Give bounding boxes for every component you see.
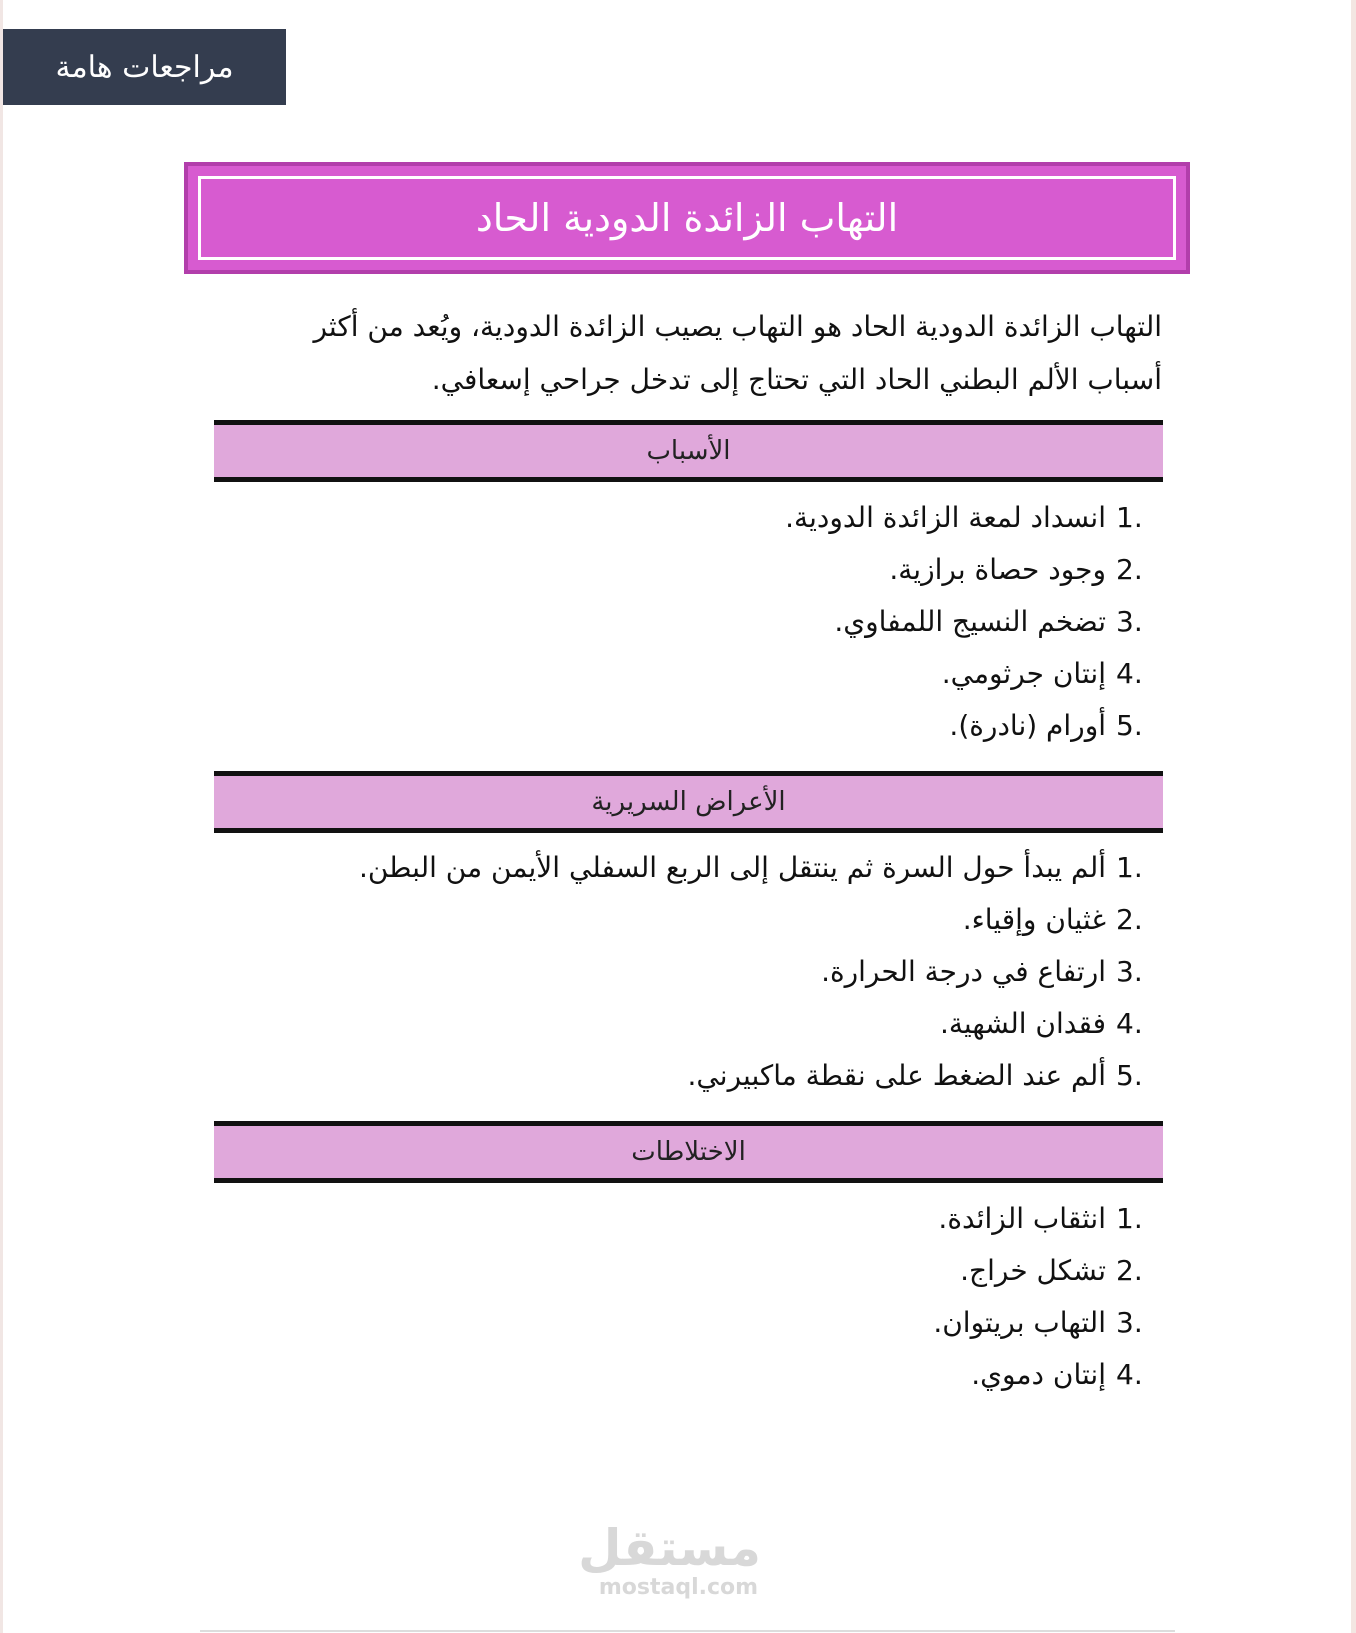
page-edge-right <box>1351 0 1356 1633</box>
item-text: ألم يبدأ حول السرة ثم ينتقل إلى الربع السفلي الأيمن من البطن. <box>358 850 1106 884</box>
list-item <box>214 1348 1158 1400</box>
list-item <box>214 491 1158 543</box>
item-number: 4. <box>1116 1006 1143 1040</box>
item-number: 3. <box>1116 604 1143 638</box>
page-edge-left <box>0 0 3 1633</box>
list-item <box>214 945 1158 997</box>
list-item <box>214 1049 1158 1101</box>
corner-tag: مراجعات هامة <box>3 29 286 105</box>
item-text: تشكل خراج. <box>960 1253 1106 1287</box>
item-text: التهاب بريتوان. <box>933 1305 1106 1339</box>
item-text: إنتان جرثومي. <box>941 656 1106 690</box>
watermark-arabic: مستقل <box>578 1519 761 1577</box>
symptoms-list <box>214 841 1158 1101</box>
list-item <box>214 1192 1158 1244</box>
item-number: 2. <box>1116 1253 1143 1287</box>
list-item <box>214 893 1158 945</box>
list-item <box>214 1244 1158 1296</box>
item-number: 3. <box>1116 954 1143 988</box>
item-text: إنتان دموي. <box>971 1357 1106 1391</box>
item-number: 4. <box>1116 656 1143 690</box>
item-text: غثيان وإقياء. <box>962 902 1106 936</box>
section-header-complications: الاختلاطات <box>214 1121 1163 1183</box>
list-item <box>214 997 1158 1049</box>
item-text: انسداد لمعة الزائدة الدودية. <box>785 500 1106 534</box>
list-item <box>214 647 1158 699</box>
item-number: 1. <box>1116 500 1143 534</box>
title-banner <box>184 162 1190 274</box>
item-text: فقدان الشهية. <box>939 1006 1106 1040</box>
intro-paragraph: التهاب الزائدة الدودية الحاد هو التهاب يصيب الزائدة الدودية، ويُعد من أكثر أسباب الألم البطني الحاد التي تحتاج إلى تدخل جراحي إسعافي. <box>313 310 1162 396</box>
list-item <box>214 699 1158 751</box>
watermark-logo <box>578 1519 761 1600</box>
section-header-symptoms: الأعراض السريرية <box>214 771 1163 833</box>
list-item <box>214 595 1158 647</box>
bottom-divider <box>200 1630 1175 1632</box>
section-header-causes: الأسباب <box>214 420 1163 482</box>
item-number: 3. <box>1116 1305 1143 1339</box>
item-text: وجود حصاة برازية. <box>889 552 1106 586</box>
item-number: 1. <box>1116 850 1143 884</box>
page-title: التهاب الزائدة الدودية الحاد <box>475 196 899 240</box>
item-text: ألم عند الضغط على نقطة ماكبيرني. <box>687 1058 1106 1092</box>
item-number: 2. <box>1116 902 1143 936</box>
item-number: 5. <box>1116 1058 1143 1092</box>
list-item <box>214 1296 1158 1348</box>
watermark-latin: mostaql.com <box>598 1575 759 1600</box>
item-number: 2. <box>1116 552 1143 586</box>
item-text: تضخم النسيج اللمفاوي. <box>834 604 1106 638</box>
list-item <box>214 543 1158 595</box>
item-number: 5. <box>1116 708 1143 742</box>
item-number: 4. <box>1116 1357 1143 1391</box>
item-text: انثقاب الزائدة. <box>938 1201 1106 1235</box>
item-text: ارتفاع في درجة الحرارة. <box>821 954 1106 988</box>
causes-list <box>214 491 1158 751</box>
item-number: 1. <box>1116 1201 1143 1235</box>
item-text: أورام (نادرة). <box>949 708 1106 742</box>
complications-list <box>214 1192 1158 1400</box>
list-item <box>214 841 1158 893</box>
